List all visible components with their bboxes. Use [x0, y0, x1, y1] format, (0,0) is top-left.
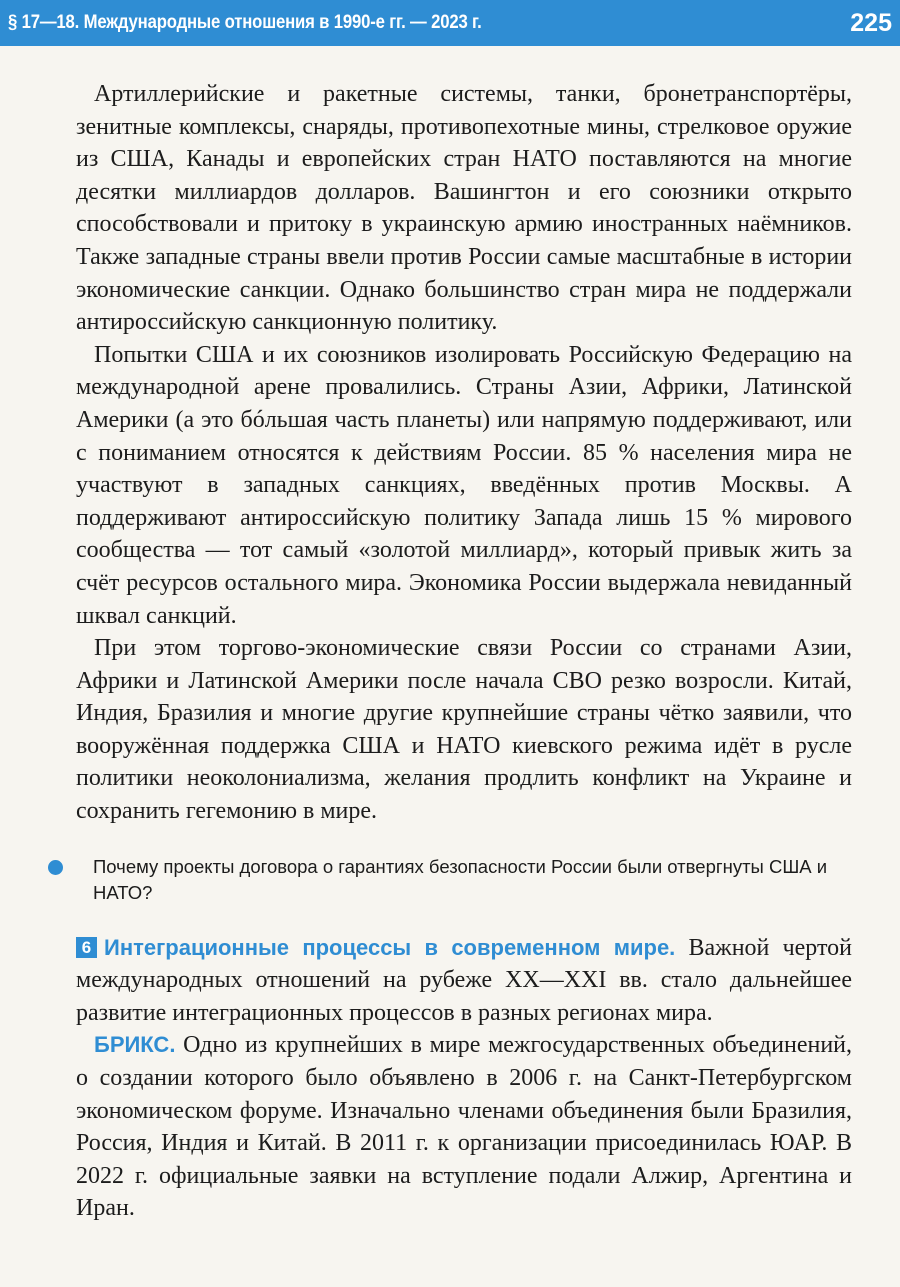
chapter-title: § 17—18. Международные отношения в 1990-е гг. — 2023 г. [8, 12, 482, 33]
brics-paragraph [76, 1029, 852, 1225]
section-number-badge: 6 [76, 937, 97, 958]
running-header [0, 0, 900, 46]
section-heading: Интеграционные процессы в современном мире. [104, 934, 676, 960]
section-text: Важной чертой международных отношений на рубеже XX—XXI вв. стало дальнейшее развитие интеграционных процессов в разных регионах мира. [76, 934, 853, 1026]
body-paragraph: Попытки США и их союзников изолировать Российскую Федерацию на международной арене провалились. Страны Азии, Африки, Латинской Америки (а это бóльшая часть планеты) или напрямую поддерживают, или с пониманием относятся к действиям России. 85 % населения мира не участвуют в западных санкциях, введённых против Москвы. А поддерживают антироссийскую политику Запада лишь 15 % мирового сообщества — тот самый «золотой миллиард», который привык жить за счёт ресурсов остального мира. Экономика России выдержала невиданный шквал санкций. [76, 341, 852, 629]
section-paragraph [76, 932, 852, 1030]
body-paragraph: Артиллерийские и ракетные системы, танки, бронетранспортёры, зенитные комплексы, снаряды, противопехотные мины, стрелковое оружие из США, Канады и европейских стран НАТО поставляются на многие десятки миллиардов долларов. Вашингтон и его союзники открыто способствовали и притоку в украинскую армию иностранных наёмников. Также западные страны ввели против России самые масштабные в истории экономические санкции. Однако большинство стран мира не поддержали антироссийскую санкционную политику. [76, 81, 852, 336]
page-number: 225 [850, 8, 892, 37]
brics-text: Одно из крупнейших в мире межгосударственных объединений, о создании которого было объявлено в 2006 г. на Санкт-Петербургском экономическом форуме. Изначально членами объединения были Бразилия, Россия, Индия и Китай. В 2011 г. к организации присоединилась ЮАР. В 2022 г. официальные заявки на вступление подали Алжир, Аргентина и Иран. [76, 1032, 852, 1222]
question-text: Почему проекты договора о гарантиях безопасности России были отвергнуты США и НАТО? [93, 855, 828, 903]
page-body [76, 78, 852, 1225]
bullet-icon [48, 860, 63, 875]
brics-heading: БРИКС. [94, 1032, 176, 1058]
body-paragraph: При этом торгово-экономические связи России со странами Азии, Африки и Латинской Америки после начала СВО резко возросли. Китай, Индия, Бразилия и многие другие крупнейшие страны чётко заявили, что вооружённая поддержка США и НАТО киевского режима идёт в русле политики неоколониализма, желания продлить конфликт на Украине и сохранить гегемонию в мире. [76, 635, 852, 825]
review-question [76, 854, 852, 906]
